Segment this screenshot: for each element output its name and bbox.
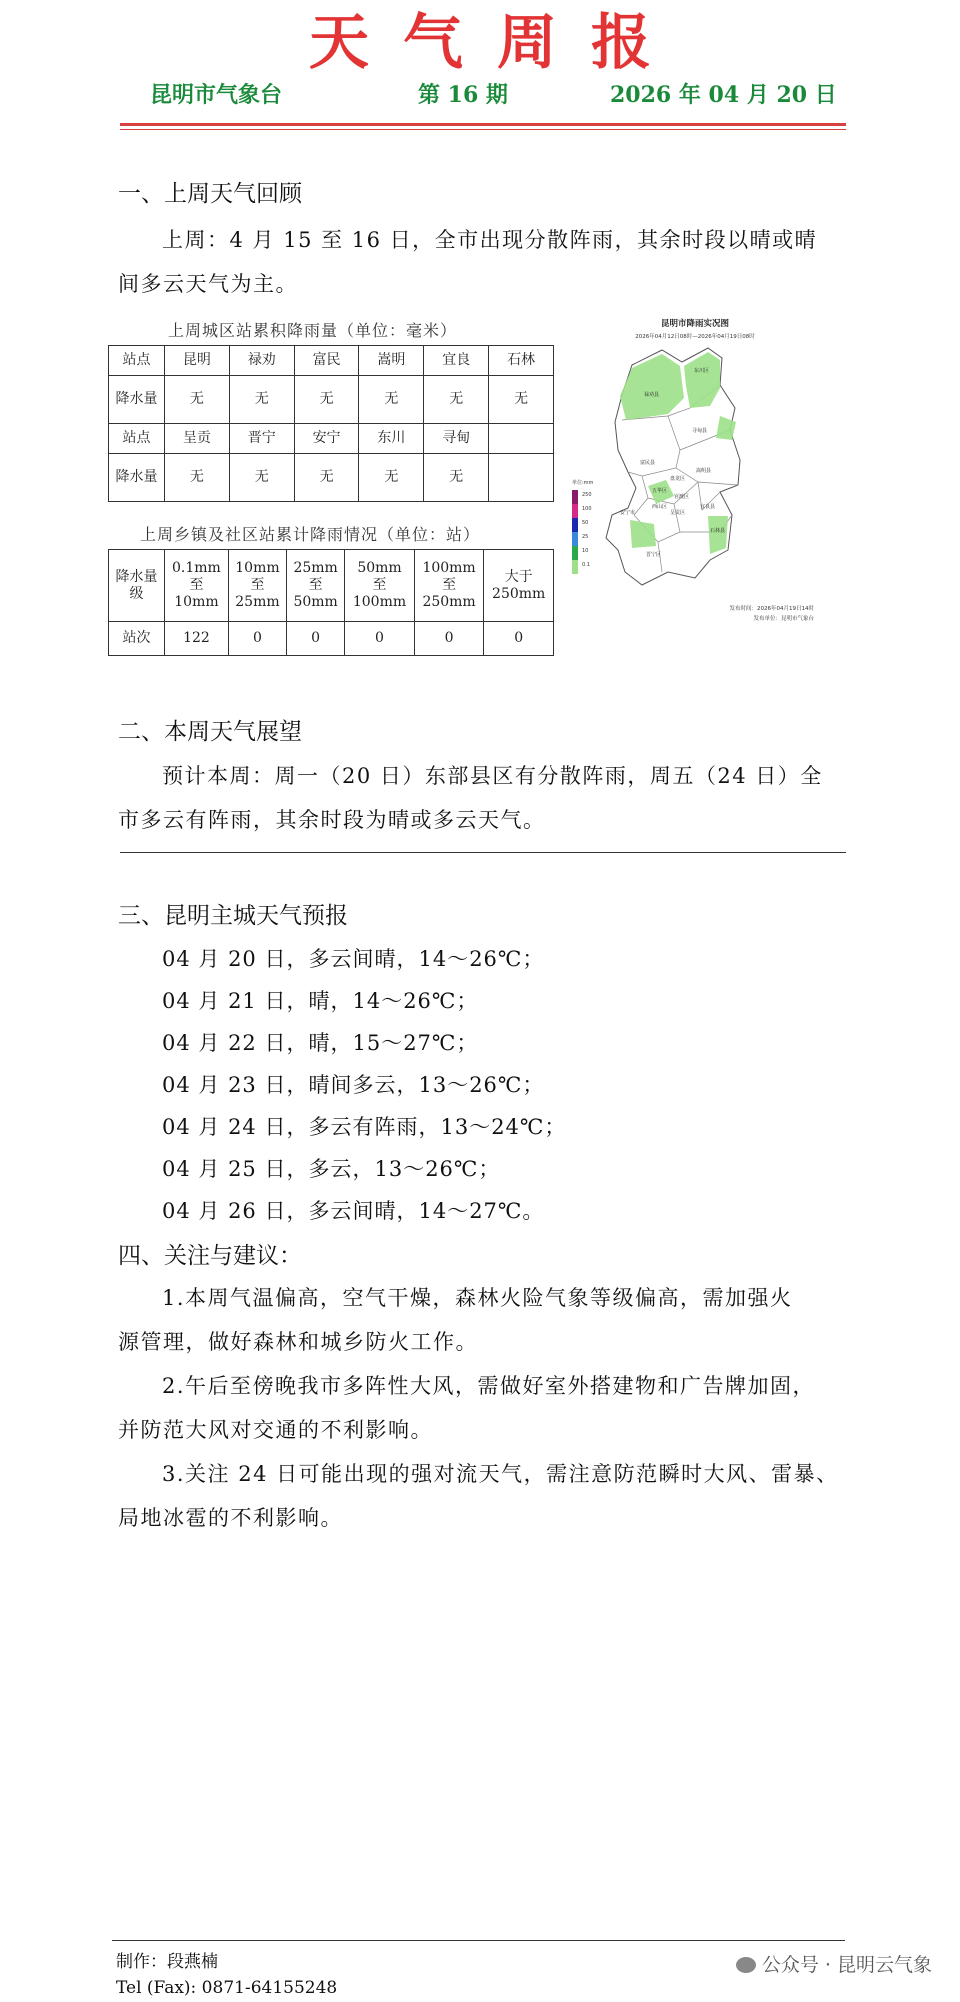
place-label: 嵩明县: [696, 468, 712, 474]
table-cell: 122: [165, 622, 229, 656]
table-cell: 站次: [109, 622, 165, 656]
legend-swatch: [572, 504, 578, 518]
legend-unit: 单位:mm: [572, 480, 594, 486]
map-issuer: 发布单位：昆明市气象台: [753, 616, 814, 622]
legend-value: 25: [582, 534, 589, 540]
footer-rule: [112, 1940, 845, 1941]
table-cell: 无: [165, 454, 230, 502]
table-cell: [489, 454, 554, 502]
place-label: 官渡区: [674, 494, 690, 500]
table-cell: 晋宁: [229, 424, 294, 454]
table-cell: 无: [229, 454, 294, 502]
wechat-icon: [736, 1957, 756, 1973]
table-cell: 寻甸: [424, 424, 489, 454]
table-cell: 无: [424, 376, 489, 424]
table-cell: 100mm 至 250mm: [414, 550, 484, 622]
legend-value: 100: [582, 506, 592, 512]
table-cell: 0: [484, 622, 554, 656]
table-cell: 禄劝: [229, 346, 294, 376]
table-cell: 降水量级: [109, 550, 165, 622]
legend-swatch: [572, 490, 578, 504]
forecast-item: 04 月 24 日，多云有阵雨，13～24℃；: [162, 1115, 567, 1139]
table-cell: 昆明: [165, 346, 230, 376]
legend-swatch: [572, 518, 578, 532]
place-label: 寻甸县: [692, 428, 708, 434]
table-row: [109, 346, 554, 376]
section4-heading: 四、关注与建议：: [118, 1243, 302, 1269]
legend-swatch: [572, 560, 578, 574]
section2-heading: 二、本周天气展望: [118, 719, 302, 745]
forecast-item: 04 月 20 日，多云间晴，14～26℃；: [162, 947, 545, 971]
forecast-item: 04 月 25 日，多云，13～26℃；: [162, 1157, 501, 1181]
rainfall-table-urban: [108, 345, 554, 502]
table-cell: 无: [165, 376, 230, 424]
agency-name: 昆明市气象台: [150, 82, 283, 108]
place-label: 东川区: [694, 368, 710, 374]
table1-caption: 上周城区站累积降雨量（单位：毫米）: [168, 321, 458, 340]
section1-paragraph-line1: 上周：4 月 15 至 16 日，全市出现分散阵雨，其余时段以晴或晴: [162, 228, 818, 252]
table-row: [109, 622, 554, 656]
place-label: 五华区: [652, 488, 668, 494]
report-title: 天气周报: [309, 8, 685, 78]
place-label: 呈贡区: [670, 510, 686, 516]
table-cell: 无: [489, 376, 554, 424]
table-cell: 无: [359, 454, 424, 502]
legend-value: 0.1: [582, 562, 590, 568]
forecast-item: 04 月 21 日，晴，14～26℃；: [162, 989, 479, 1013]
legend-value: 10: [582, 548, 589, 554]
header-rule-thin: [120, 129, 846, 130]
section2-paragraph-line2: 市多云有阵雨，其余时段为晴或多云天气。: [118, 808, 546, 832]
table-cell: 富民: [294, 346, 359, 376]
table-cell: 0.1mm 至 10mm: [165, 550, 229, 622]
table-row: [109, 550, 554, 622]
table-cell: 东川: [359, 424, 424, 454]
section2-paragraph-line1: 预计本周：周一（20 日）东部县区有分散阵雨，周五（24 日）全: [162, 764, 823, 788]
table-cell: 0: [287, 622, 345, 656]
table-cell: 25mm 至 50mm: [287, 550, 345, 622]
table-row: [109, 376, 554, 424]
place-label: 石林县: [710, 528, 726, 534]
forecast-item: 04 月 23 日，晴间多云，13～26℃；: [162, 1073, 545, 1097]
table2-caption: 上周乡镇及社区站累计降雨情况（单位：站）: [140, 525, 481, 544]
table-row: [109, 454, 554, 502]
table-cell: 无: [294, 376, 359, 424]
advice-item-2-line2: 并防范大风对交通的不利影响。: [118, 1418, 433, 1442]
place-label: 安宁市: [620, 510, 636, 516]
table-row: [109, 424, 554, 454]
table-cell: 嵩明: [359, 346, 424, 376]
table-cell: [489, 424, 554, 454]
table-cell: 0: [228, 622, 286, 656]
table-cell: 无: [229, 376, 294, 424]
legend-swatch: [572, 546, 578, 560]
author-line: 制作：段燕楠: [116, 1952, 218, 1972]
table-cell: 无: [359, 376, 424, 424]
forecast-item: 04 月 22 日，晴，15～27℃；: [162, 1031, 479, 1055]
tel-line: Tel (Fax): 0871-64155248: [116, 1978, 338, 1998]
advice-item-1-line2: 源管理，做好森林和城乡防火工作。: [118, 1330, 478, 1354]
legend-swatch: [572, 532, 578, 546]
issue-number: 第 16 期: [418, 82, 508, 108]
table-cell: 石林: [489, 346, 554, 376]
table-cell: 呈贡: [165, 424, 230, 454]
section1-paragraph-line2: 间多云天气为主。: [118, 272, 298, 296]
advice-item-3-line2: 局地冰雹的不利影响。: [118, 1506, 343, 1530]
table-cell: 0: [345, 622, 415, 656]
place-label: 西山区: [652, 504, 668, 510]
place-label: 晋宁区: [646, 552, 662, 558]
issue-date: 2026 年 04 月 20 日: [610, 82, 837, 108]
table-cell: 无: [424, 454, 489, 502]
table-cell: 站点: [109, 424, 165, 454]
table-cell: 安宁: [294, 424, 359, 454]
legend-value: 250: [582, 492, 592, 498]
watermark-text: 公众号 · 昆明云气象: [761, 1954, 932, 1976]
table-cell: 无: [294, 454, 359, 502]
table-cell: 降水量: [109, 376, 165, 424]
table-cell: 50mm 至 100mm: [345, 550, 415, 622]
rain-patch-south: [630, 520, 656, 548]
map-title: 昆明市降雨实况图: [660, 319, 730, 329]
rainfall-table-townships: [108, 549, 554, 656]
place-label: 禄劝县: [644, 392, 660, 398]
advice-item-2-line1: 2.午后至傍晚我市多阵性大风，需做好室外搭建物和广告牌加固，: [162, 1374, 816, 1398]
place-label: 宜良县: [700, 504, 716, 510]
table-cell: 大于 250mm: [484, 550, 554, 622]
table-cell: 宜良: [424, 346, 489, 376]
rain-patch-south-east: [708, 516, 728, 554]
place-label: 盘龙区: [670, 476, 686, 482]
map-issue-time: 发布时间：2026年04月19日14时: [729, 606, 814, 612]
map-period: 2026年04月12日08时—2026年04月19日08时: [635, 334, 755, 340]
section3-heading: 三、昆明主城天气预报: [118, 903, 348, 929]
section-divider: [120, 852, 846, 853]
wechat-watermark: [736, 1950, 932, 1977]
advice-item-3-line1: 3.关注 24 日可能出现的强对流天气，需注意防范瞬时大风、雷暴、: [162, 1462, 839, 1486]
table-cell: 站点: [109, 346, 165, 376]
advice-item-1-line1: 1.本周气温偏高，空气干燥，森林火险气象等级偏高，需加强火: [162, 1286, 793, 1310]
table-cell: 10mm 至 25mm: [228, 550, 286, 622]
rainfall-map: [570, 310, 820, 640]
place-label: 富民县: [640, 460, 656, 466]
table-cell: 降水量: [109, 454, 165, 502]
forecast-item: 04 月 26 日，多云间晴，14～27℃。: [162, 1199, 545, 1223]
table-cell: 0: [414, 622, 484, 656]
section1-heading: 一、上周天气回顾: [118, 181, 302, 207]
legend-value: 50: [582, 520, 589, 526]
header-rule-thick: [120, 123, 846, 126]
